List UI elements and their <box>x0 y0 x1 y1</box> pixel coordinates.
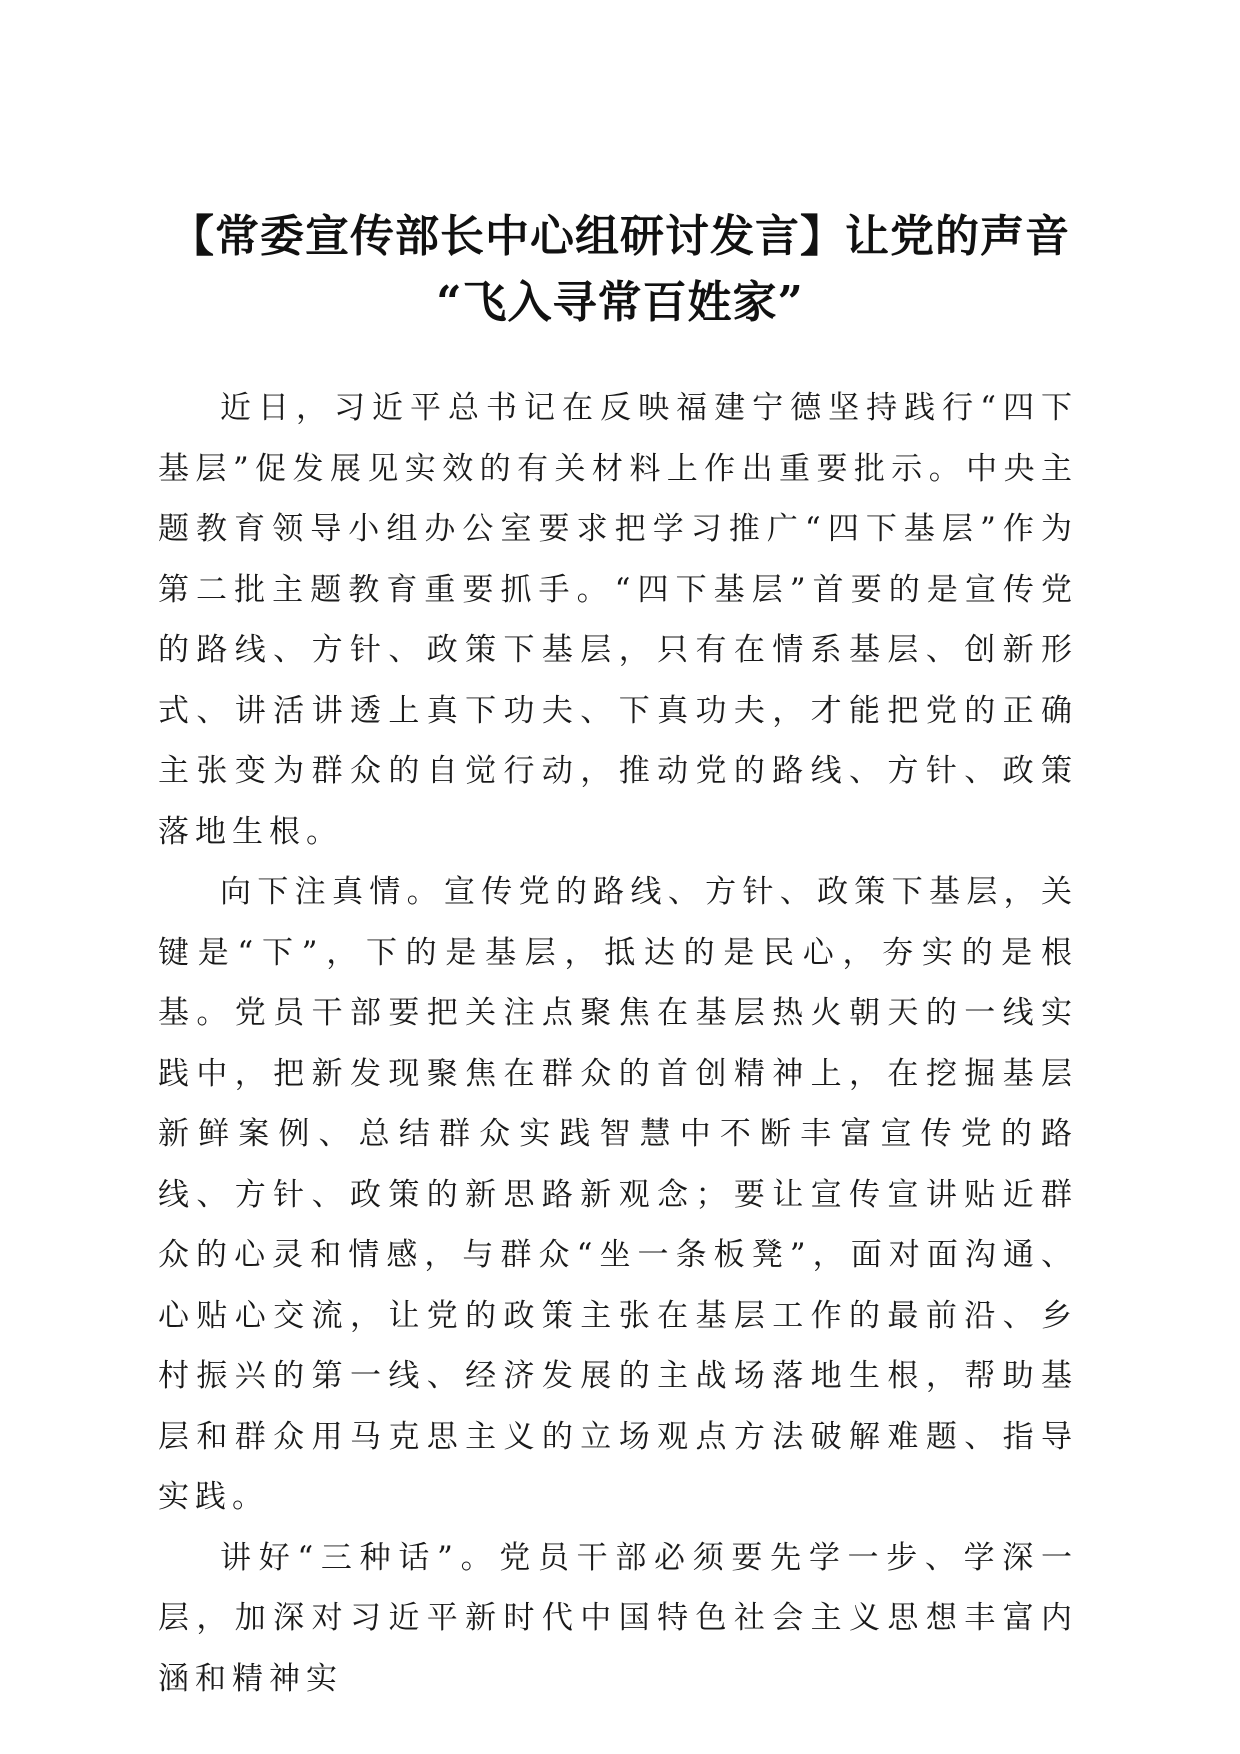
document-body <box>158 378 1078 1709</box>
title-line-1: 【常委宣传部长中心组研讨发言】让党的声音 <box>170 211 1070 263</box>
title-line-2: “飞入寻常百姓家” <box>436 277 804 329</box>
document-title <box>150 204 1090 336</box>
paragraph-intro: 近日，习近平总书记在反映福建宁德坚持践行“四下基层”促发展见实效的有关材料上作出重要批示。中央主题教育领导小组办公室要求把学习推广“四下基层”作为第二批主题教育重要抓手。“四下基层”首要的是宣传党的路线、方针、政策下基层，只有在情系基层、创新形式、讲活讲透上真下功夫、下真功夫，才能把党的正确主张变为群众的自觉行动，推动党的路线、方针、政策落地生根。 <box>158 390 1078 850</box>
paragraph-section-2: 讲好“三种话”。党员干部必须要先学一步、学深一层，加深对习近平新时代中国特色社会主义思想丰富内涵和精神实 <box>158 1539 1078 1697</box>
paragraph-section-1: 向下注真情。宣传党的路线、方针、政策下基层，关键是“下”，下的是基层，抵达的是民心，夯实的是根基。党员干部要把关注点聚焦在基层热火朝天的一线实践中，把新发现聚焦在群众的首创精神上，在挖掘基层新鲜案例、总结群众实践智慧中不断丰富宣传党的路线、方针、政策的新思路新观念；要让宣传宣讲贴近群众的心灵和情感，与群众“坐一条板凳”，面对面沟通、心贴心交流，让党的政策主张在基层工作的最前沿、乡村振兴的第一线、经济发展的主战场落地生根，帮助基层和群众用马克思主义的立场观点方法破解难题、指导实践。 <box>158 874 1078 1515</box>
